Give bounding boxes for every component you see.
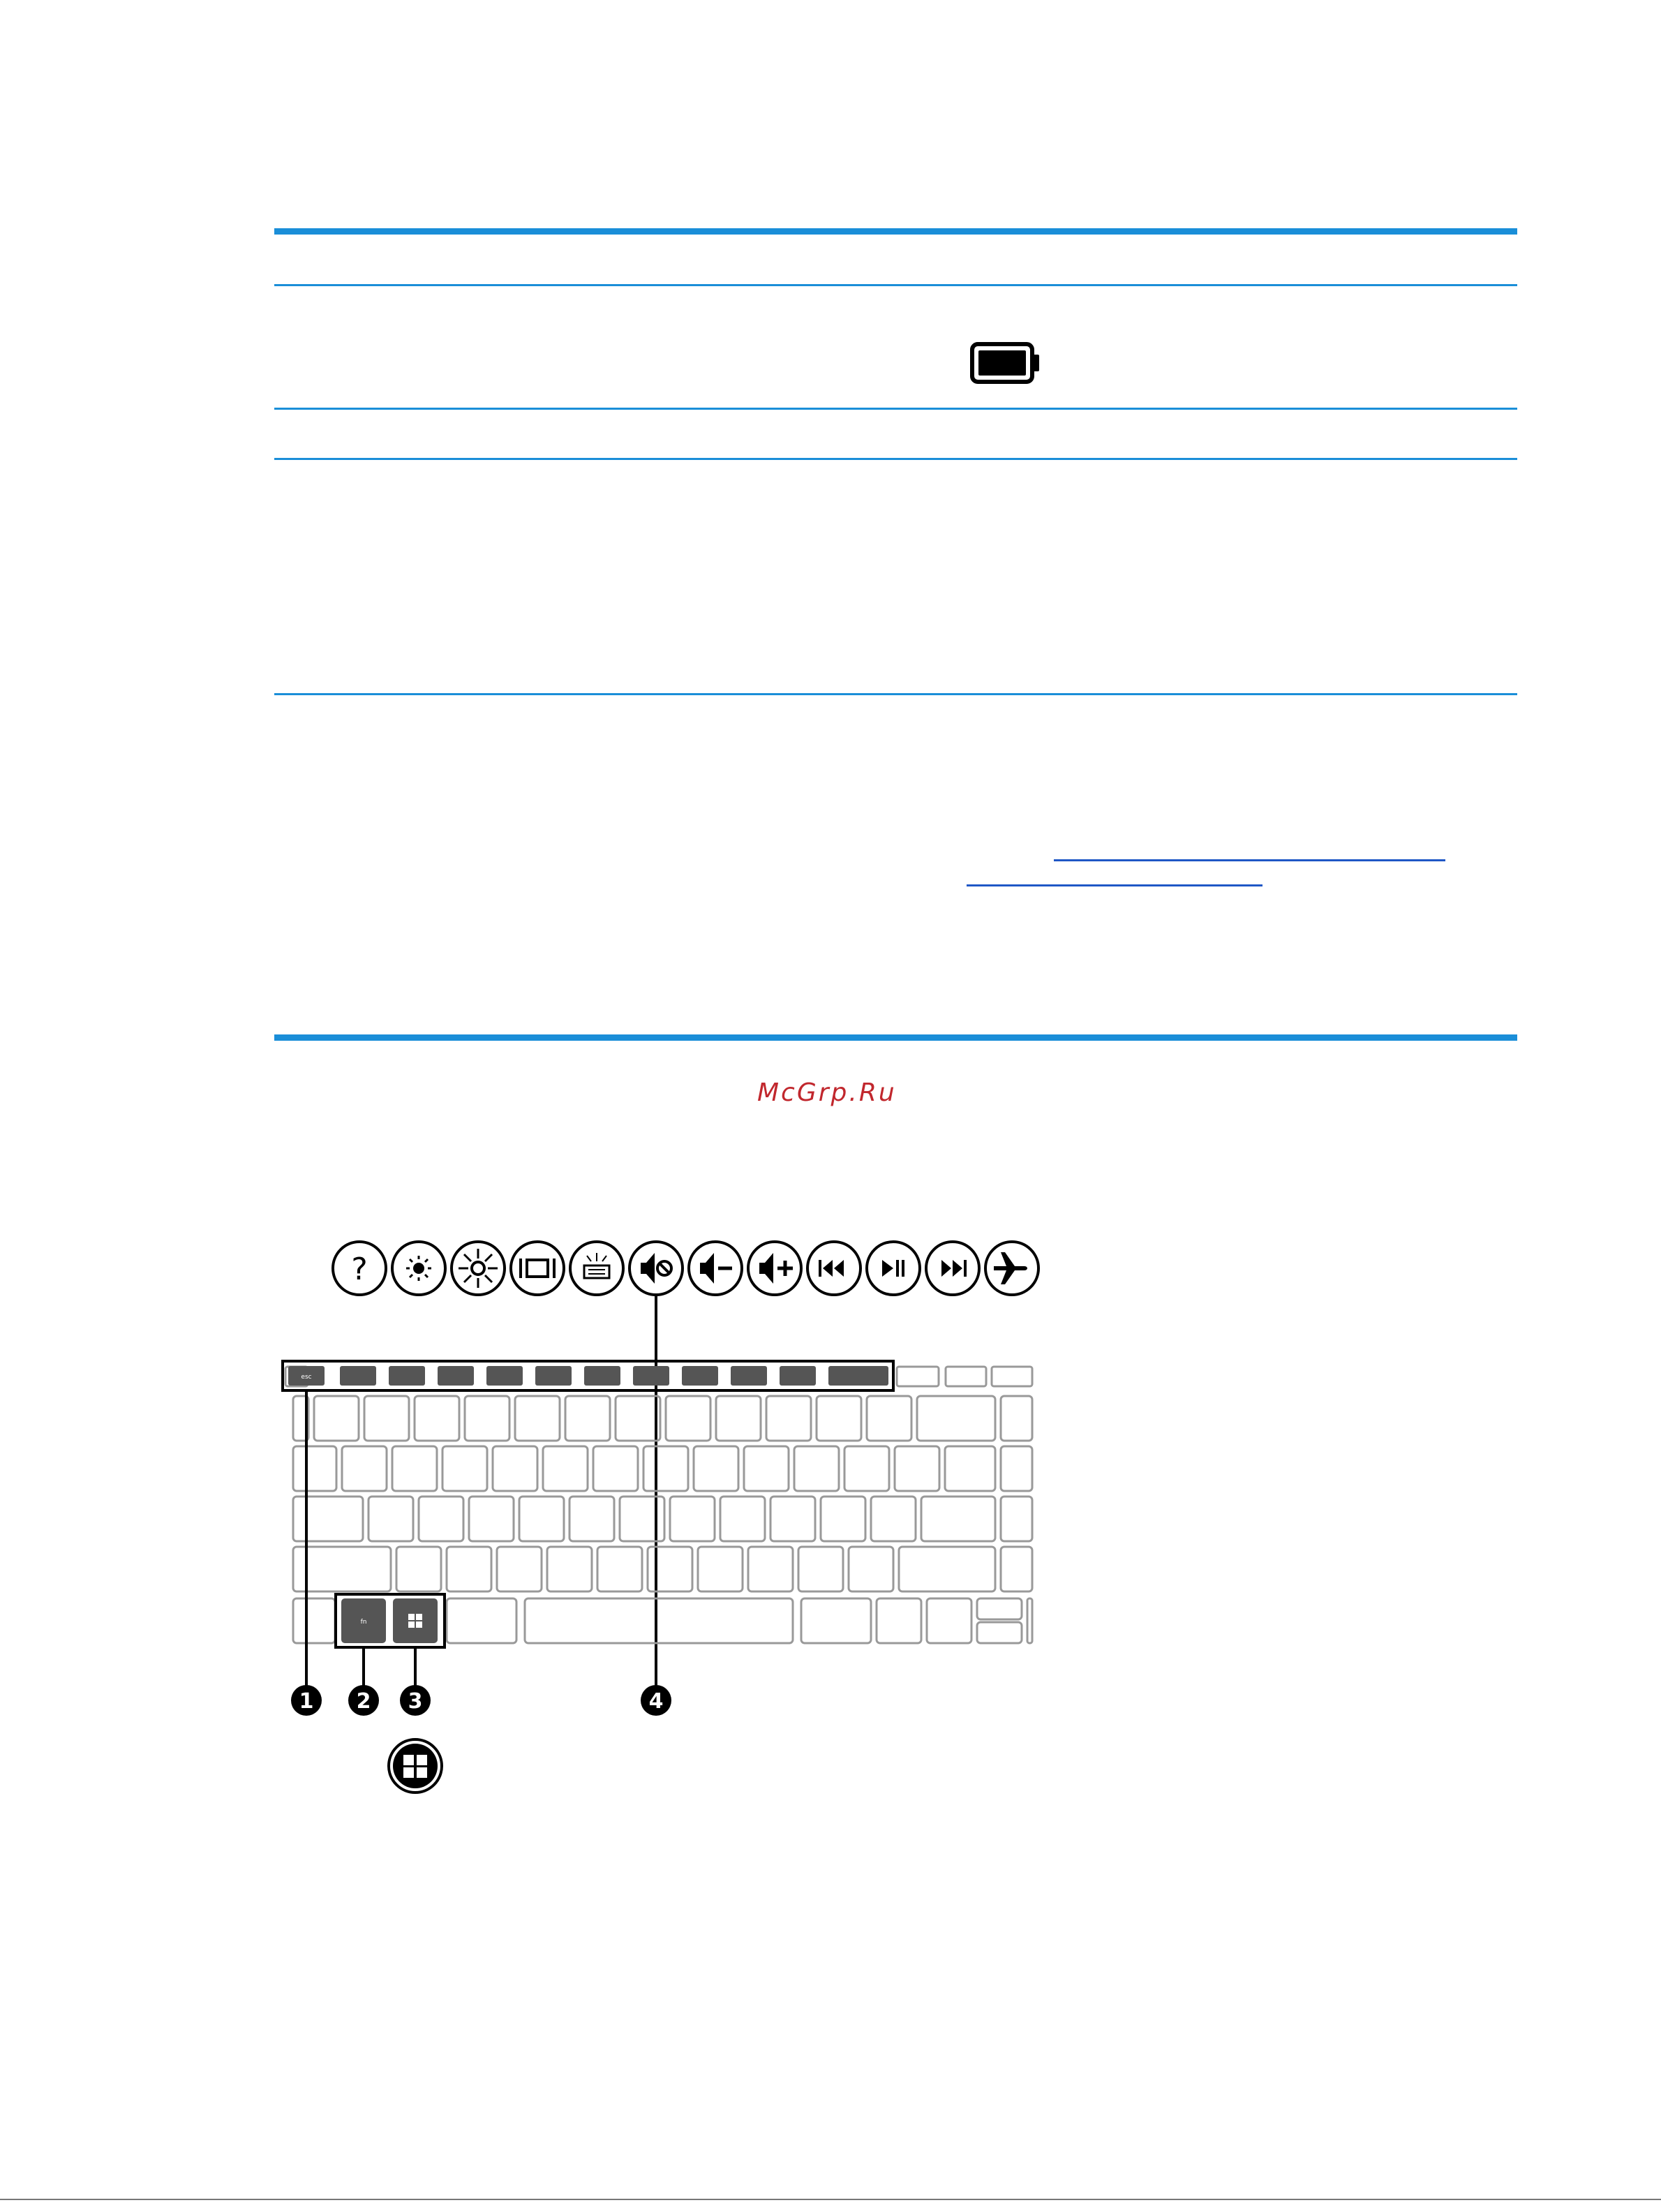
table-top-rule	[274, 228, 1517, 235]
svg-text:3: 3	[408, 1689, 423, 1714]
svg-text:4: 4	[648, 1689, 664, 1714]
callout-2	[348, 1685, 379, 1716]
esc-key	[288, 1366, 325, 1386]
f12-key	[859, 1366, 888, 1386]
volume-up-icon	[748, 1242, 801, 1295]
callout-leaders	[306, 1390, 415, 1696]
f9-key	[731, 1366, 767, 1386]
hyperlink-underline[interactable]	[967, 884, 1262, 886]
callout-3	[400, 1685, 431, 1716]
svg-text:?: ?	[351, 1252, 368, 1287]
f10-key	[780, 1366, 816, 1386]
screen-switch-icon	[511, 1242, 564, 1295]
function-icons-row	[333, 1242, 1038, 1295]
volume-down-icon	[689, 1242, 742, 1295]
table-row-divider	[274, 693, 1517, 695]
windows-logo-icon	[389, 1739, 442, 1792]
watermark-text: McGrp.Ru	[757, 1078, 897, 1107]
table-row-divider	[274, 408, 1517, 410]
svg-text:1: 1	[299, 1689, 314, 1714]
fn-key	[341, 1598, 386, 1643]
callout-4	[641, 1685, 671, 1716]
f2-key	[389, 1366, 425, 1386]
battery-full-icon	[970, 342, 1041, 384]
keyboard-backlight-icon	[570, 1242, 623, 1295]
keyboard-figure	[276, 1229, 1113, 1829]
next-track-icon	[926, 1242, 979, 1295]
f7-key	[633, 1366, 669, 1386]
table-bottom-rule	[274, 1034, 1517, 1041]
windows-key	[393, 1598, 438, 1643]
play-pause-icon	[867, 1242, 920, 1295]
help-icon	[333, 1242, 386, 1295]
f6-key	[584, 1366, 620, 1386]
f1-key	[340, 1366, 376, 1386]
fn-windows-highlight	[336, 1594, 445, 1647]
f4-key	[486, 1366, 523, 1386]
svg-text:2: 2	[356, 1689, 371, 1714]
table-row-divider	[274, 458, 1517, 460]
airplane-mode-icon	[985, 1242, 1038, 1295]
svg-text:fn: fn	[360, 1619, 367, 1626]
f8-key	[682, 1366, 718, 1386]
brightness-down-icon	[392, 1242, 445, 1295]
callout-1	[291, 1685, 322, 1716]
table-header-rule	[274, 284, 1517, 286]
brightness-up-icon	[452, 1242, 505, 1295]
function-keys-highlight	[283, 1361, 893, 1390]
hyperlink-underline[interactable]	[1054, 859, 1445, 861]
previous-track-icon	[807, 1242, 861, 1295]
f5-key	[535, 1366, 572, 1386]
mute-icon	[630, 1242, 683, 1295]
f3-key	[438, 1366, 474, 1386]
footer-rule	[0, 2199, 1661, 2200]
svg-text:esc: esc	[301, 1374, 312, 1381]
